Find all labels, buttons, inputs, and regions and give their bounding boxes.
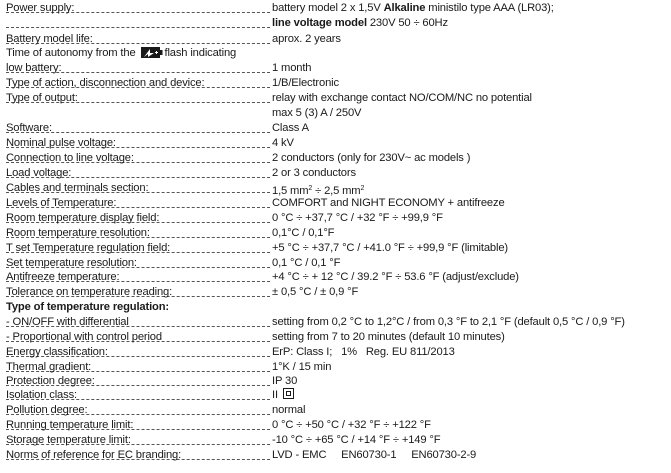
spec-row-output-type-2 [6,106,666,121]
spec-label: Battery model life: [6,33,93,45]
spec-row-power-supply-2 [6,16,666,31]
spec-value: 0 °C ÷ +50 °C / +32 °F ÷ +122 °F [272,419,431,431]
spec-value: Class A [272,122,309,134]
spec-row-cable-section [6,181,666,196]
spec-label: Cables and terminals section: [6,182,149,194]
spec-value: ± 0,5 °C / ± 0,9 °F [272,286,359,298]
spec-value: +5 °C ÷ +37,7 °C / +41.0 °F ÷ +99,9 °F (limitable) [272,242,508,254]
spec-value: -10 °C ÷ +65 °C / +14 °F ÷ +149 °F [272,434,441,446]
spec-row-regulation-heading [6,300,666,315]
spec-label: Energy classification: [6,346,108,358]
spec-row-battery-life [6,32,666,47]
spec-row-display-field [6,211,666,226]
spec-row-software [6,121,666,136]
spec-label: Pollution degree: [6,404,88,416]
spec-label: Isolation class: [6,389,77,401]
spec-row-isolation [6,388,666,403]
spec-value: line voltage model 230V 50 ÷ 60Hz [272,17,448,29]
spec-row-tolerance [6,285,666,300]
spec-row-power-supply [6,1,666,16]
spec-label: - Proportional with control period [6,331,162,343]
spec-label: Storage temperature limit: [6,434,131,446]
spec-value: LVD - EMC EN60730-1 EN60730-2-9 [272,449,477,461]
spec-value: 0,1°C / 0,1°F [272,227,335,239]
spec-value: 2 conductors (only for 230V~ ac models ) [272,152,471,164]
spec-row-energy-class [6,345,666,360]
spec-label: Type of output: [6,92,78,104]
spec-row-antifreeze [6,270,666,285]
spec-value: setting from 7 to 20 minutes (default 10 minutes) [272,331,505,343]
spec-value: ErP: Class I; 1% Reg. EU 811/2013 [272,346,455,358]
spec-value: battery model 2 x 1,5V Alkaline ministilo type AAA (LR03); [272,2,554,14]
spec-value: 0 °C ÷ +37,7 °C / +32 °F ÷ +99,9 °F [272,212,443,224]
spec-row-output-type [6,91,666,106]
spec-label: Room temperature display field: [6,212,160,224]
spec-value: 2 or 3 conductors [272,167,356,179]
spec-row-pollution [6,403,666,418]
spec-label: Load voltage: [6,167,72,179]
spec-label: Antifreeze temperature: [6,271,120,283]
section-heading: Type of temperature regulation: [6,301,169,313]
spec-row-running-limit [6,418,666,433]
spec-value: 1,5 $mm^2 \div 2,5$ $mm^2$ [272,185,365,197]
spec-row-storage-limit [6,433,666,448]
spec-label: Set temperature resolution: [6,257,137,269]
spec-row-room-resolution [6,226,666,241]
spec-label: Protection degree: [6,375,95,387]
spec-value: normal [272,404,306,416]
spec-label: Type of action, disconnection and device: [6,77,205,89]
spec-row-proportional [6,330,666,345]
spec-value: 4 kV [272,137,294,149]
spec-value: COMFORT and NIGHT ECONOMY + antifreeze [272,197,505,209]
spec-row-set-resolution [6,256,666,271]
spec-row-load-voltage [6,166,666,181]
spec-label: Time of autonomy from the flash indicating [6,46,236,63]
spec-row-line-connection [6,151,666,166]
spec-value: IP 30 [272,375,298,387]
spec-label: Thermal gradient: [6,361,92,373]
spec-row-pulse-voltage [6,136,666,151]
spec-value: 0,1 °C / 0,1 °F [272,257,341,269]
spec-label: Software: [6,122,52,134]
spec-row-regulation-field [6,241,666,256]
spec-value: max 5 (3) A / 250V [272,107,362,119]
spec-row-ec-norms [6,448,666,463]
spec-row-action-type [6,76,666,91]
spec-row-protection [6,374,666,389]
spec-value: aprox. 2 years [272,33,341,45]
spec-value: +4 °C ÷ + 12 °C / 39.2 °F ÷ 53.6 °F (adjust/exclude) [272,271,519,283]
spec-label: Norms of reference for EC branding: [6,449,182,461]
spec-value: setting from 0,2 °C to 1,2°C / from 0,3 °F to 2,1 °F (default 0,5 °C / 0,9 °F) [272,316,625,328]
spec-label: - ON/OFF with differential [6,316,129,328]
spec-label: Running temperature limit: [6,419,134,431]
spec-value: 1 month [272,62,312,74]
spec-label: Connection to line voltage: [6,152,134,164]
double-insulation-icon [283,388,294,399]
spec-label: low battery: [6,62,62,74]
spec-row-thermal-gradient [6,360,666,375]
spec-label: Tolerance on temperature reading: [6,286,173,298]
spec-value: relay with exchange contact NO/COM/NC no potential [272,92,532,104]
spec-row-temp-levels [6,196,666,211]
spec-row-autonomy [6,46,666,61]
spec-value: 1°K / 15 min [272,361,332,373]
spec-label: T set Temperature regulation field: [6,242,171,254]
spec-row-autonomy-2 [6,61,666,76]
spec-value: 1/B/Electronic [272,77,339,89]
spec-label: Levels of Temperature: [6,197,117,209]
spec-label: Power supply: [6,2,75,14]
spec-row-on-off [6,315,666,330]
spec-label: Room temperature resolution: [6,227,150,239]
leader-line [6,27,270,28]
spec-label: Nominal pulse voltage: [6,137,116,149]
spec-value: II [272,388,294,403]
